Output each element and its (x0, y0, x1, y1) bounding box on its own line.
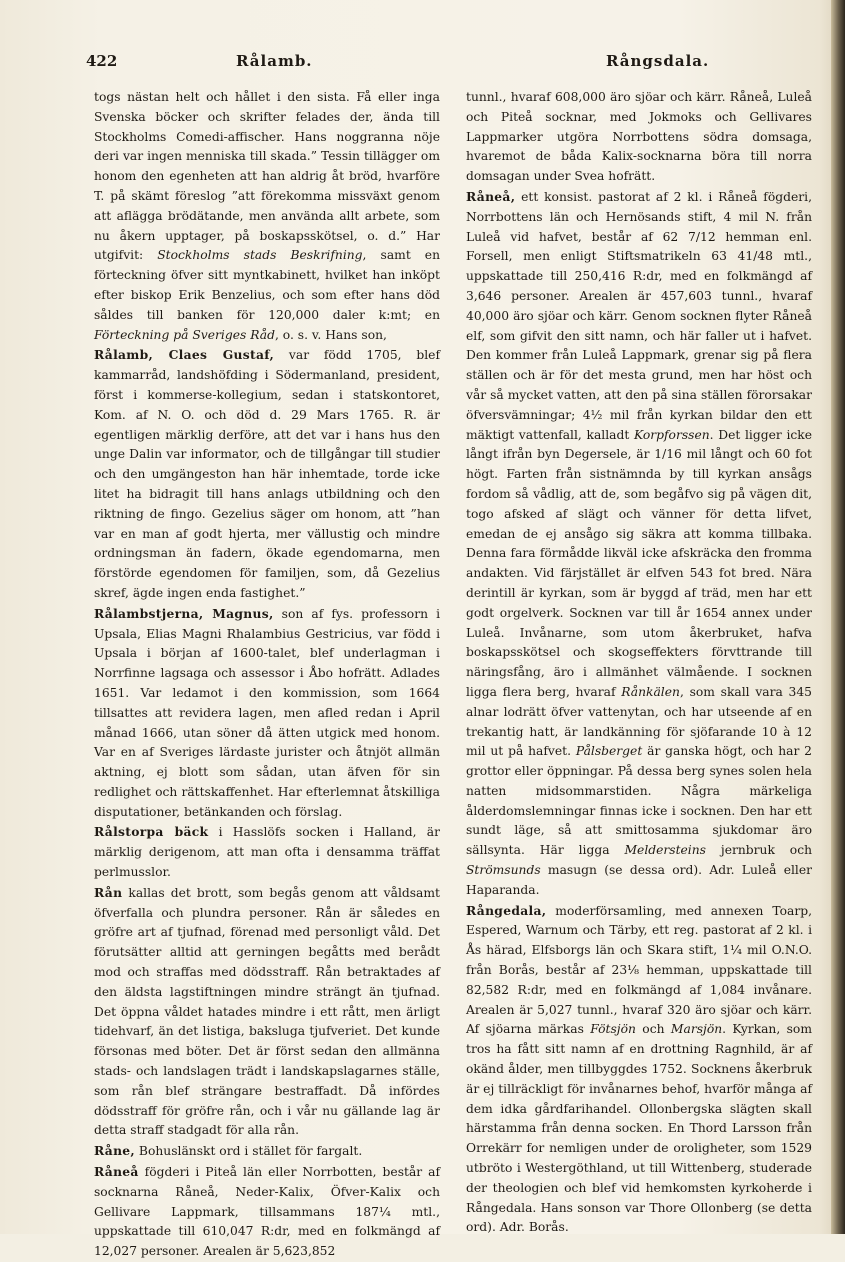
entry-text: togs nästan helt och hållet i den sista. Få eller inga Svenska böcker och skrifter felades der, ända till Stockholms Comedi-affischer. Hans noggranna nöje deri var ingen menniska till skada.” Tessin tillägger om honom den egenheten att han aldrig åt bröd, hvarföre T. på skämt föreslog ”att förekomma missväxt genom att aflägga brödätande, men använda allt arbete, som nu åkern upptager, på boskapsskötsel, o. d.” Har utgifvit: (94, 90, 440, 263)
dictionary-entry (94, 88, 440, 345)
dictionary-entry (94, 604, 440, 823)
entry-text: var född 1705, blef kammarråd, landshöfding i Södermanland, president, först i kommerse-kollegium, sedan i statskontoret, Kom. af N. O. och död d. 29 Mars 1765. R. är egentligen märklig derföre, att det var i hans hus den unge Dalin var informator, och de tillgångar till studier och den umgängeston han här inhemtade, torde icke litet ha bidragit till hans anlags utbildning och den riktning de fingo. Gezelius säger om honom, att ”han var en man af godt hjerta, mer vällustig och mindre ordningsman än fadern, ökade egendomarna, men förstörde egendomen för familjen, som, då Gezelius skref, ägde ingen enda fastighet.” (94, 348, 440, 600)
entry-text: tunnl., hvaraf 608,000 äro sjöar och kärr. Råneå, Luleå och Piteå socknar, med Jokmoks och Gellivares Lappmarker utgöra Norrbottens södra domsaga, hvaremot de båda Kalix-socknarna böra till norra domsagan under Svea hofrätt. (466, 90, 812, 184)
dictionary-entry (466, 88, 812, 187)
entry-italic-text: Marsjön (670, 1022, 723, 1037)
entry-italic-text: Strömsunds (466, 863, 541, 878)
entry-text: i Hasslöfs socken i Halland, är märklig derigenom, att man ofta i densamma träffat perlmusslor. (94, 825, 441, 880)
dictionary-entry (466, 901, 812, 1239)
entry-italic-text: Pålsberget (575, 744, 643, 759)
entry-headword: Råne, (94, 1143, 136, 1159)
book-binding-edge (831, 0, 845, 1234)
entry-headword: Rån (94, 884, 123, 900)
dictionary-entry (94, 822, 440, 882)
left-text-column (94, 88, 440, 1262)
right-running-head: Rångsdala. (606, 52, 710, 70)
entry-text: och (635, 1022, 671, 1037)
dictionary-entry (94, 1162, 440, 1262)
entry-text: kallas det brott, som begås genom att våldsamt öfverfalla och plundra personer. Rån är således en gröfre art af tjufnad, förenad med personligt våld. Det förutsätter alltid att gerningen begåtts med berådt mod och straffas med dödsstraff. Rån betraktades af den äldsta lagstiftningen mindre strängt än tjufnad. Det öppna våldet hatades mindre i ett rått, men ärligt tidehvarf, än det listiga, baksluga tjufveriet. Det kunde försonas med böter. Det är först sedan den allmänna stads- och landslagen trädt i landskapslagarnes ställe, som rån blef strängare bestraffadt. Då infördes dödsstraff för gröfre rån, och i vår nu gällande lag är detta straff stadgadt för alla rån. (94, 885, 440, 1138)
dictionary-entry (466, 187, 812, 901)
entry-text: , samt en förteckning öfver sitt myntkabinett, hvilket han inköpt efter biskop Erik Benzelius, och som efter hans död såldes till banken för 120,000 daler k:mt; en (94, 248, 441, 322)
right-text-column (466, 88, 812, 1238)
page-number: 422 (86, 52, 118, 70)
entry-italic-text: Fötsjön (590, 1022, 636, 1037)
entry-text: ett konsist. pastorat af 2 kl. i Råneå fögderi, Norrbottens län och Hernösands stift, 4 mil N. från Luleå vid hafvet, består af 62 7/12 hemman enl. Forsell, men enligt Stiftsmatrikeln 63 41/48 mtl., uppskattade till 250,416 R:dr, med en folkmängd af 3,646 personer. Arealen är 457,603 tunnl., hvaraf 40,000 äro sjöar och kärr. Genom socknen flyter Råneå elf, som gifvit den sitt namn, och här faller ut i hafvet. Den kommer från Luleå Lappmark, grenar sig på flera ställen och är för det mesta grund, men har höst och vår så mycket vatten, att den på sina ställen förorsakar öfversvämningar; 4½ mil från kyrkan bildar den ett mäktigt vattenfall, kalladt (466, 189, 812, 442)
left-running-head: Rålamb. (236, 52, 313, 70)
entry-italic-text: Förteckning på Sveriges Råd (94, 327, 275, 342)
entry-text: . Kyrkan, som tros ha fått sitt namn af en drottning Ragnhild, är af okänd ålder, men tillbyggdes 1752. Socknens åkerbruk är ej tillräckligt för invånarnes behof, hvarför många af dem idka gårdfarihandel. Ollonbergska slägten skall härstamma från denna socken. En Thord Larsson från Orrekärr for nemligen under de oroligheter, som 1529 utbröto i Westergöthland, ut till Wittenberg, studerade der theologien och blef vid hemkomsten kyrkoherde i Rångedala. Hans sonson var Thore Ollonberg (se detta ord). Adr. Borås. (466, 1022, 812, 1235)
entry-italic-text: Korpforssen (633, 427, 710, 442)
entry-headword: Råneå (94, 1164, 139, 1180)
entry-headword: Rålamb, Claes Gustaf, (94, 347, 275, 363)
page-header (86, 52, 806, 74)
entry-text: Bohuslänskt ord i stället för fargalt. (135, 1144, 363, 1159)
entry-text: moderförsamling, med annexen Toarp, Espered, Warnum och Tärby, ett reg. pastorat af 2 kl. i Ås härad, Elfsborgs län och Skara stift, 1¼ mil O.N.O. från Borås, består af 23⅛ hemman, uppskattade till 82,582 R:dr, med en folkmängd af 1,084 invånare. Arealen är 5,027 tunnl., hvaraf 320 äro sjöar och kärr. Af sjöarna märkas (466, 903, 812, 1037)
entry-headword: Råneå, (466, 188, 516, 204)
entry-text: , o. s. v. Hans son, (274, 327, 387, 342)
entry-text: . Det ligger icke långt ifrån byn Degersele, är 1/16 mil långt och 60 fot högt. Farten från sistnämnda by till kyrkan ansågs fordom så vådlig, att de, som begåfvo sig på vägen dit, togo afsked af slägt och vänner för detta lifvet, emedan de ej ansågo sig säkra att komma tillbaka. Denna fara förmådde likväl icke afskräcka den fromma andakten. Vid färjstället är elfven 543 fot bred. Nära derintill är kyrkan, som är byggd af träd, men har ett godt orgelverk. Socknen var till år 1654 annex under Luleå. Invånarne, som utom åkerbruket, hafva boskapsskötsel och skogseffekters förvttrande till näringsfång, äro i allmänhet välmående. I socknen ligga flera berg, hvaraf (466, 427, 812, 699)
entry-italic-text: Meldersteins (624, 843, 706, 858)
entry-text: son af fys. professorn i Upsala, Elias Magni Rhalambius Gestricius, var född i Upsala i början af 1600-talet, blef underlagman i Norrfinne lagsaga och assessor i Åbo hofrätt. Adlades 1651. Var ledamot i den kommission, som 1664 tillsattes att revidera lagen, men afled redan i April månad 1666, utan söner då ätten utgick med honom. Var en af Sveriges lärdaste jurister och åtnjöt allmän aktning, ej blott som sådan, utan äfven för sin redlighet och rättskaffenhet. Har efterlemnat åtskilliga disputationer, betänkanden och förslag. (94, 606, 441, 819)
entry-italic-text: Rånkälen (621, 684, 680, 699)
dictionary-entry (94, 883, 440, 1141)
entry-text: masugn (se dessa ord). Adr. Luleå eller Haparanda. (466, 863, 812, 897)
dictionary-entry (94, 345, 440, 603)
entry-text: jernbruk och (705, 843, 813, 858)
entry-headword: Rålambstjerna, Magnus, (94, 605, 274, 621)
entry-text: , som skall vara 345 alnar lodrätt öfver vattenytan, och har utseende af en trekantig hatt, är landkänning för sjöfarande 10 à 12 mil ut på hafvet. (466, 684, 812, 759)
entry-italic-text: Stockholms stads Beskrifning (157, 248, 363, 263)
entry-headword: Rålstorpa bäck (94, 824, 209, 840)
entry-text: är ganska högt, och har 2 grottor eller öppningar. På dessa berg synes solen hela natten midsommarstiden. Några märkeliga ålderdomslemningar finnas icke i socknen. Den har ett sundt läge, så att smittosamma sjukdomar äro sällsynta. Här ligga (466, 744, 812, 858)
entry-headword: Rångedala, (466, 902, 547, 918)
entry-text: fögderi i Piteå län eller Norrbotten, består af socknarna Råneå, Neder-Kalix, Öfver-Kalix och Gellivare Lappmark, tillsammans 187¼ mtl., uppskattade till 610,047 R:dr, med en folkmängd af 12,027 personer. Arealen är 5,623,852 (94, 1165, 440, 1259)
dictionary-entry (94, 1141, 440, 1162)
